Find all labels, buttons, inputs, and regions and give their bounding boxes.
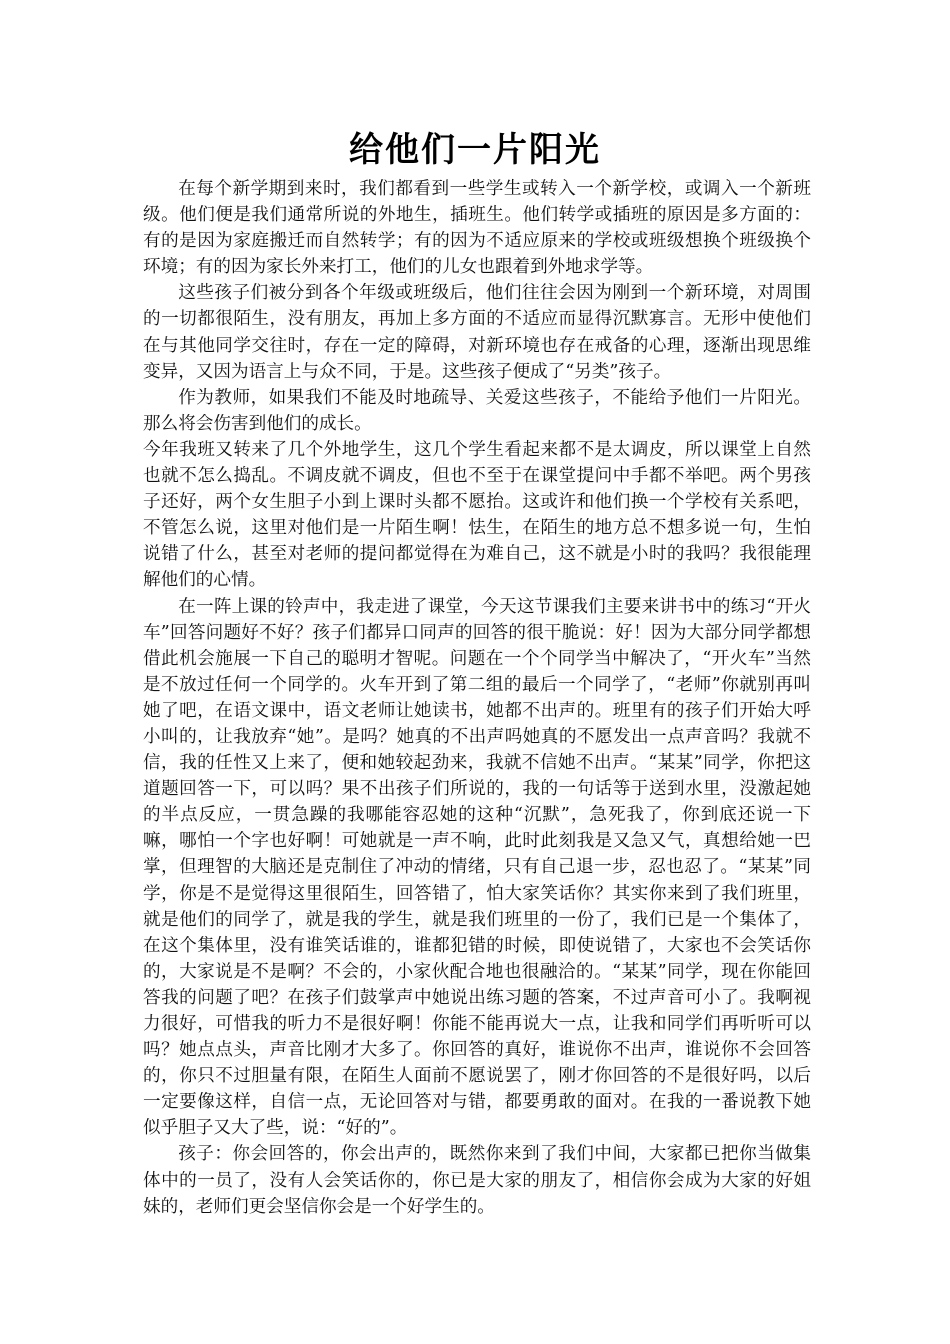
paragraph-2: 这些孩子们被分到各个年级或班级后，他们往往会因为刚到一个新环境，对周围的一切都很陌生，没有朋友，再加上多方面的不适应而显得沉默寡言。无形中使他们在与其他同学交往时，存在一定的障碍，对新环境也存在戒备的心理，逐渐出现思维变异，又因为语言上与众不同，于是。这些孩子便成了“另类”孩子。 [143,283,811,382]
document-body [143,176,811,1220]
paragraph-3: 作为教师，如果我们不能及时地疏导、关爱这些孩子，不能给予他们一片阳光。那么将会伤害到他们的成长。 [143,387,811,434]
document-title: 给他们一片阳光 [349,130,601,170]
paragraph-4: 今年我班又转来了几个外地学生，这几个学生看起来都不是太调皮，所以课堂上自然也就不怎么捣乱。不调皮就不调皮，但也不至于在课堂提问中手都不举吧。两个男孩子还好，两个女生胆子小到上课时头都不愿抬。这或许和他们换一个学校有关系吧，不管怎么说，这里对他们是一片陌生啊！怯生，在陌生的地方总不想多说一句，生怕说错了什么，甚至对老师的提问都觉得在为难自己，这不就是小时的我吗？我很能理解他们的心情。 [143,439,811,591]
paragraph-1: 在每个新学期到来时，我们都看到一些学生或转入一个新学校，或调入一个新班级。他们便是我们通常所说的外地生，插班生。他们转学或插班的原因是多方面的：有的是因为家庭搬迁而自然转学；有的因为不适应原来的学校或班级想换个班级换个环境；有的因为家长外来打工，他们的儿女也跟着到外地求学等。 [143,179,811,278]
paragraph-5: 在一阵上课的铃声中，我走进了课堂，今天这节课我们主要来讲书中的练习“开火车”回答问题好不好？孩子们都异口同声的回答的很干脆说：好！因为大部分同学都想借此机会施展一下自己的聪明才智呢。问题在一个个同学当中解决了，“开火车”当然是不放过任何一个同学的。火车开到了第二组的最后一个同学了，“老师”你就别再叫她了吧，在语文课中，语文老师让她读书，她都不出声的。班里有的孩子们开始大呼小叫的，让我放弃“她”。是吗？她真的不出声吗她真的不愿发出一点声音吗？我就不信，我的任性又上来了，便和她较起劲来，我就不信她不出声。“某某”同学，你把这道题回答一下，可以吗？果不出孩子们所说的，我的一句话等于送到水里，没激起她的半点反应，一贯急躁的我哪能容忍她的这种“沉默”，急死我了，你到底还说一下嘛，哪怕一个字也好啊！可她就是一声不响，此时此刻我是又急又气，真想给她一巴掌，但理智的大脑还是克制住了冲动的情绪，只有自己退一步，忍也忍了。“某某”同学，你是不是觉得这里很陌生，回答错了，怕大家笑话你？其实你来到了我们班里，就是他们的同学了，就是我的学生，就是我们班里的一份了，我们已是一个集体了，在这个集体里，没有谁笑话谁的，谁都犯错的时候，即使说错了，大家也不会笑话你的，大家说是不是啊？不会的，小家伙配合地也很融洽的。“某某”同学，现在你能回答我的问题了吧？在孩子们鼓掌声中她说出练习题的答案，不过声音可小了。我啊视力很好，可惜我的听力不是很好啊！你能不能再说大一点，让我和同学们再听听可以吗？她点点头，声音比刚才大多了。你回答的真好，谁说你不出声，谁说你不会回答的，你只不过胆量有限，在陌生人面前不愿说罢了，刚才你回答的不是很好吗，以后一定要像这样，自信一点，无论回答对与错，都要勇敢的面对。在我的一番说教下她似乎胆子又大了些，说：“好的”。 [143,596,811,1139]
paragraph-6: 孩子：你会回答的，你会出声的，既然你来到了我们中间，大家都已把你当做集体中的一员了，没有人会笑话你的，你已是大家的朋友了，相信你会成为大家的好姐妹的，老师们更会坚信你会是一个好学生的。 [143,1144,811,1217]
